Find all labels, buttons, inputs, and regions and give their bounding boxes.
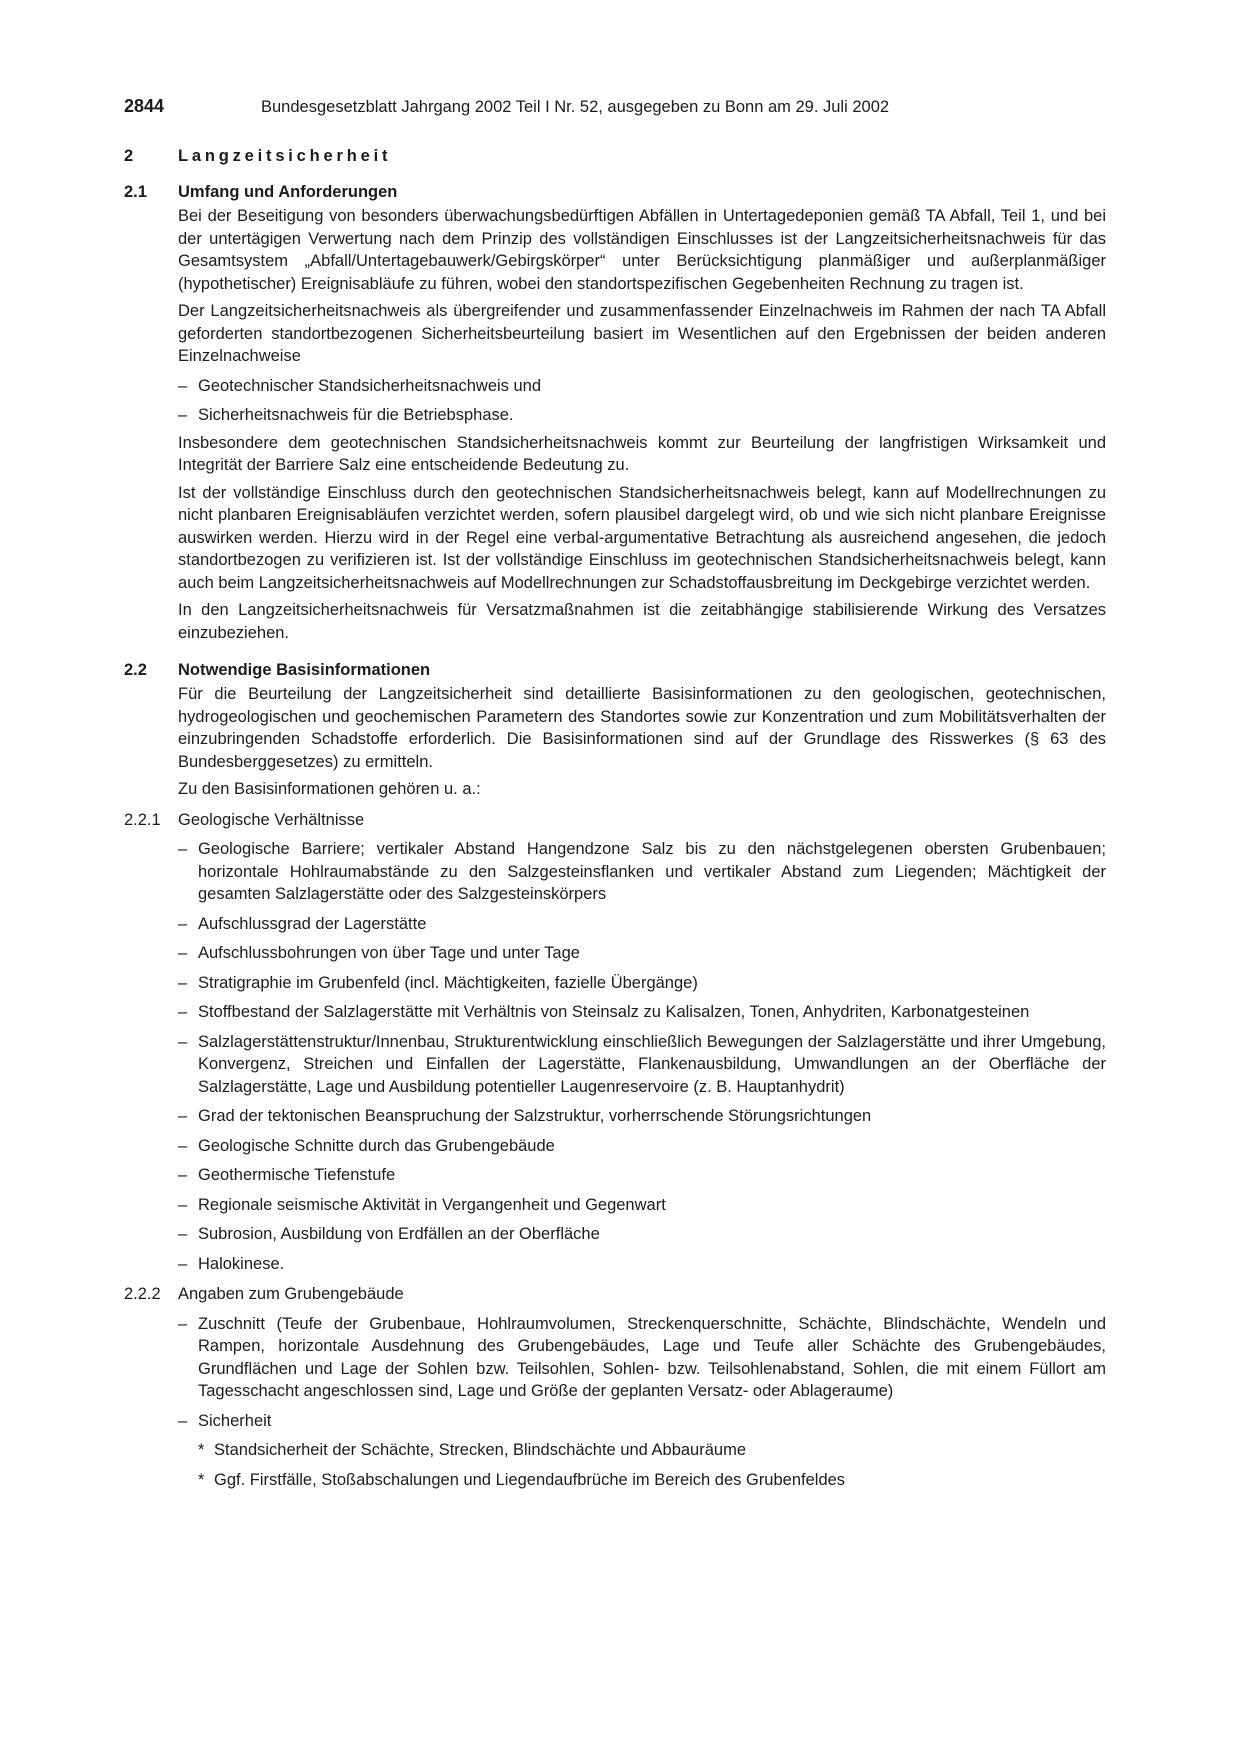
list-item-text: Zuschnitt (Teufe der Grubenbaue, Hohlraumvolumen, Streckenquerschnitte, Schächte, Blindschächte, Wendeln und Rampen, horizontale Ausdehnung des Grubengebäudes, Lage und Teufe aller Schächte des Grubengebäudes, Grundflächen und Lage der Sohlen bzw. Teilsohlen, Sohlen- bzw. Teilsohlenabstand, Sohlen, die mit einem Füllort am Tagesschacht angeschlossen sind, Lage und Größe der geplanten Versatz- oder Ablageraume) [198,1314,1106,1400]
list-item [178,1105,1106,1128]
section-2-2-1-heading [124,809,1106,832]
section-number: 2.1 [124,183,147,201]
section-title: Angaben zum Grubengebäude [178,1285,404,1303]
sub-list-item [198,1439,1106,1462]
dash-bullet: – [178,406,188,424]
section-title: Geologische Verhältnisse [178,810,365,829]
list-item [178,913,1106,936]
dash-bullet: – [178,1166,188,1184]
star-bullet: * [198,1441,205,1459]
section-2-2-2-heading [124,1283,1106,1306]
paragraph: Insbesondere dem geotechnischen Standsicherheitsnachweis kommt zur Beurteilung der langfristigen Wirksamkeit und Integrität der Barriere Salz eine entscheidende Bedeutung zu. [178,433,1106,474]
list-item [178,1313,1106,1403]
list-item [178,1194,1106,1217]
section-2-2-2-list [178,1313,1106,1492]
list-item-text: Stoffbestand der Salzlagerstätte mit Verhältnis von Steinsalz zu Kalisalzen, Tonen, Anhydriten, Karbonatgesteinen [198,1003,1030,1021]
list-item-text: Aufschlussgrad der Lagerstätte [198,914,427,933]
dash-bullet: – [178,1003,188,1021]
dash-bullet: – [178,1107,188,1125]
section-2-2-heading [124,661,1106,680]
dash-bullet: – [178,1136,188,1155]
section-number: 2.2.1 [124,810,161,829]
list-item-text: Stratigraphie im Grubenfeld (incl. Mächtigkeiten, fazielle Übergänge) [198,973,698,992]
sub-list-item-text: Standsicherheit der Schächte, Strecken, Blindschächte und Abbauräume [214,1441,746,1459]
list-item [178,1223,1106,1246]
dash-bullet: – [178,1225,188,1243]
dash-bullet: – [178,1032,188,1051]
list-item [178,838,1106,906]
section-title: Umfang und Anforderungen [178,183,398,201]
list-item [178,1410,1106,1433]
list-item [178,404,1106,427]
paragraph: Bei der Beseitigung von besonders überwachungsbedürftigen Abfällen in Untertagedeponien gemäß TA Abfall, Teil 1, und bei der untertägigen Verwertung nach dem Prinzip des vollständigen Einschlusses ist der Langzeitsicherheitsnachweis für das Gesamtsystem „Abfall/Untertagebauwerk/Gebirgskörper“ unter Berücksichtigung planmäßiger und außerplanmäßiger (hypothetischer) Ereignisabläufe zu führen, wobei den standortspezifischen Gegebenheiten Rechnung zu tragen ist. [178,207,1106,293]
dash-bullet: – [178,973,188,992]
list-item-text: Grad der tektonischen Beanspruchung der Salzstruktur, vorherrschende Störungsrichtungen [198,1107,872,1125]
list-item [178,1135,1106,1158]
dash-bullet: – [178,1314,188,1333]
dash-bullet: – [178,914,188,933]
dash-bullet: – [178,944,188,962]
list-item [178,972,1106,995]
list-item-text: Sicherheit [198,1411,272,1430]
section-title: Notwendige Basisinformationen [178,661,431,679]
section-2-heading [124,147,1106,166]
list-item-text: Geologische Schnitte durch das Grubengebäude [198,1136,555,1155]
sub-list-item [198,1469,1106,1492]
paragraph: Der Langzeitsicherheitsnachweis als übergreifender und zusammenfassender Einzelnachweis im Rahmen der nach TA Abfall geforderten standortbezogenen Sicherheitsbeurteilung basiert im Wesentlichen auf den Ergebnissen der beiden anderen Einzelnachweise [178,302,1106,365]
section-2-2-body [178,683,1106,801]
list-item-text: Halokinese. [198,1254,285,1273]
dash-bullet: – [178,1195,188,1214]
section-title: Langzeitsicherheit [178,147,392,165]
list-item [178,942,1106,965]
dash-bullet: – [178,1254,188,1273]
section-2-1-body [178,205,1106,644]
section-2-2-1-list [178,838,1106,1275]
dash-bullet: – [178,840,188,858]
star-bullet: * [198,1470,205,1489]
header-text: Bundesgesetzblatt Jahrgang 2002 Teil I Nr. 52, ausgegeben zu Bonn am 29. Juli 2002 [261,98,890,116]
section-2-1-heading [124,183,1106,202]
section-number: 2 [124,147,134,165]
section-number: 2.2.2 [124,1285,161,1303]
dash-bullet: – [178,376,188,395]
list-item [178,1001,1106,1024]
list-item-text: Geothermische Tiefenstufe [198,1166,396,1184]
list-item-text: Geotechnischer Standsicherheitsnachweis und [198,376,542,395]
paragraph: Zu den Basisinformationen gehören u. a.: [178,780,481,798]
list-item-text: Salzlagerstättenstruktur/Innenbau, Strukturentwicklung einschließlich Bewegungen der Salzlagerstätte und ihrer Umgebung, Konvergenz, Streichen und Einfallen der Lagerstätte, Flankenausbildung, Umwandlungen an der Oberfläche der Salzlagerstätte, Lage und Ausbildung potentieller Laugenreservoire (z. B. Hauptanhydrit) [198,1032,1106,1096]
dash-bullet: – [178,1411,188,1430]
list-item-text: Regionale seismische Aktivität in Vergangenheit und Gegenwart [198,1195,666,1214]
running-header [124,96,1106,117]
list-item-text: Geologische Barriere; vertikaler Abstand Hangendzone Salz bis zu den nächstgelegenen obersten Grubenbauen; horizontale Hohlraumabstände zu den Salzgesteinsflanken und vertikaler Abstand zum Liegenden; Mächtigkeit der gesamten Salzlagerstätte oder des Salzgesteinskörpers [198,840,1106,903]
paragraph: Für die Beurteilung der Langzeitsicherheit sind detaillierte Basisinformationen zu den geologischen, geotechnischen, hydrogeologischen und geochemischen Parametern des Standortes sowie zur Konzentration und zum Mobilitätsverhalten der einzubringenden Schadstoffe erforderlich. Die Basisinformationen sind auf der Grundlage des Risswerkes (§ 63 des Bundesberggesetzes) zu ermitteln. [178,685,1106,771]
list-item-text: Subrosion, Ausbildung von Erdfällen an der Oberfläche [198,1225,600,1243]
list-item [178,1253,1106,1276]
sub-list-item-text: Ggf. Firstfälle, Stoßabschalungen und Liegendaufbrüche im Bereich des Grubenfeldes [214,1470,846,1489]
list-item-text: Aufschlussbohrungen von über Tage und unter Tage [198,944,580,962]
page [124,96,1106,1491]
page-number: 2844 [124,96,165,116]
list-item [178,1164,1106,1187]
paragraph: Ist der vollständige Einschluss durch den geotechnischen Standsicherheitsnachweis belegt, kann auf Modellrechnungen zu nicht planbaren Ereignisabläufen verzichtet werden, sofern plausibel dargelegt wird, ob und wie sich nicht planbare Ereignisse auswirken werden. Hierzu wird in der Regel eine verbal-argumentative Betrachtung als ausreichend angesehen, die jedoch standortbezogen zu verifizieren ist. Ist der vollständige Einschluss im geotechnischen Standsicherheitsnachweis belegt, kann auch beim Langzeitsicherheitsnachweis auf Modellrechnungen zur Schadstoffausbreitung im Deckgebirge verzichtet werden. [178,483,1106,592]
list-item [178,1031,1106,1099]
list-item-text: Sicherheitsnachweis für die Betriebsphase. [198,406,514,424]
section-number: 2.2 [124,661,147,679]
list-item [178,375,1106,398]
paragraph: In den Langzeitsicherheitsnachweis für Versatzmaßnahmen ist die zeitabhängige stabilisierende Wirkung des Versatzes einzubeziehen. [178,601,1106,642]
